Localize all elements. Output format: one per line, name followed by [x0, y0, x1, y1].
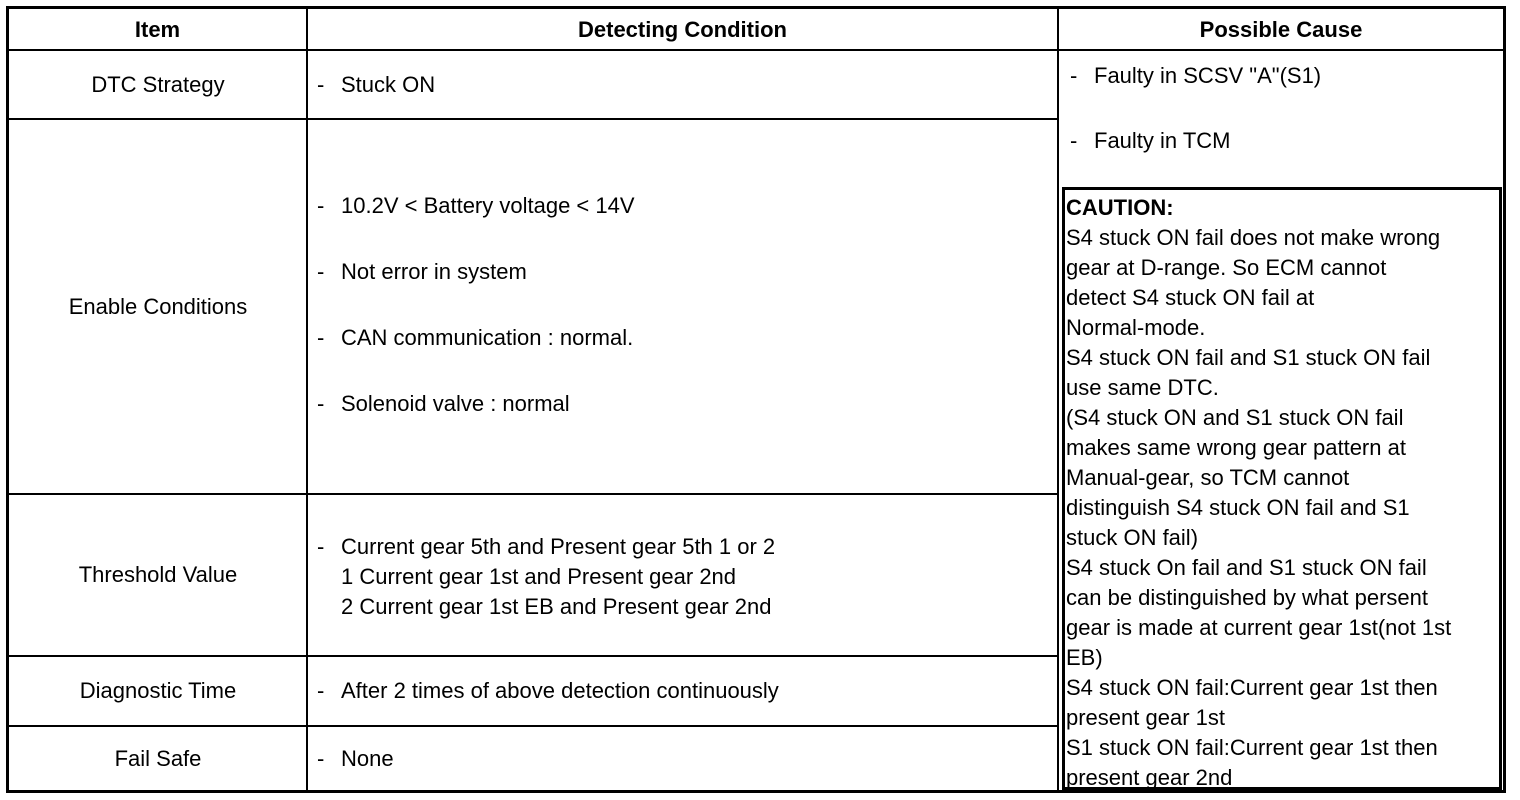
caution-line: Normal-mode.: [1066, 315, 1206, 340]
condition-line: - Not error in system: [317, 259, 527, 284]
row-cond-fail-safe: [309, 727, 1059, 790]
caution-line: stuck ON fail): [1066, 525, 1199, 550]
possible-cause-1: - Faulty in SCSV "A"(S1): [1070, 63, 1322, 88]
caution-line: (S4 stuck ON and S1 stuck ON fail: [1066, 405, 1404, 430]
caution-title: CAUTION:: [1066, 195, 1174, 220]
row-cond-enable-conditions: [309, 120, 1059, 493]
row-cond-threshold-value: [309, 495, 1059, 655]
condition-line: - Current gear 5th and Present gear 5th 1 or 2: [317, 534, 776, 559]
condition-subline: 1 Current gear 1st and Present gear 2nd: [341, 564, 737, 589]
caution-line: distinguish S4 stuck ON fail and S1: [1066, 495, 1410, 520]
caution-line: EB): [1066, 645, 1103, 670]
condition-subline: 2 Current gear 1st EB and Present gear 2nd: [341, 594, 772, 619]
caution-line: S4 stuck On fail and S1 stuck ON fail: [1066, 555, 1427, 580]
caution-line: use same DTC.: [1066, 375, 1219, 400]
possible-cause-2: - Faulty in TCM: [1070, 128, 1231, 153]
row-item-threshold-value: Threshold Value: [78, 562, 238, 587]
caution-line: S4 stuck ON fail and S1 stuck ON fail: [1066, 345, 1431, 370]
header-possible-cause: Possible Cause: [1199, 17, 1363, 42]
header-item: Item: [134, 17, 181, 42]
row-item-enable-conditions: Enable Conditions: [68, 293, 248, 319]
header-detecting-condition: Detecting Condition: [578, 17, 787, 42]
row-item-dtc-strategy: DTC Strategy: [91, 71, 225, 97]
row-cond-dtc-strategy: [309, 51, 1059, 118]
row-item-diagnostic-time: Diagnostic Time: [79, 678, 237, 703]
caution-box: [1062, 187, 1502, 790]
condition-line: - After 2 times of above detection continuously: [317, 678, 779, 703]
caution-line: present gear 1st: [1066, 705, 1225, 730]
caution-line: S4 stuck ON fail:Current gear 1st then: [1066, 675, 1438, 700]
condition-line: - Solenoid valve : normal: [317, 391, 570, 416]
condition-line: - CAN communication : normal.: [317, 325, 634, 350]
caution-line: can be distinguished by what persent: [1066, 585, 1429, 610]
row-item-fail-safe: Fail Safe: [114, 745, 202, 771]
caution-line: Manual-gear, so TCM cannot: [1066, 465, 1350, 490]
caution-line: gear is made at current gear 1st(not 1st: [1066, 615, 1452, 640]
row-cond-diagnostic-time: [309, 657, 1059, 725]
caution-line: present gear 2nd: [1066, 765, 1233, 790]
dtc-table: [6, 6, 1506, 793]
caution-line: detect S4 stuck ON fail at: [1066, 285, 1315, 310]
caution-line: gear at D-range. So ECM cannot: [1066, 255, 1387, 280]
caution-line: makes same wrong gear pattern at: [1066, 435, 1406, 460]
caution-line: S4 stuck ON fail does not make wrong: [1066, 225, 1441, 250]
condition-line: - None: [317, 745, 394, 771]
condition-line: - 10.2V < Battery voltage < 14V: [317, 193, 635, 218]
caution-line: S1 stuck ON fail:Current gear 1st then: [1066, 735, 1438, 760]
condition-line: - Stuck ON: [317, 71, 436, 97]
